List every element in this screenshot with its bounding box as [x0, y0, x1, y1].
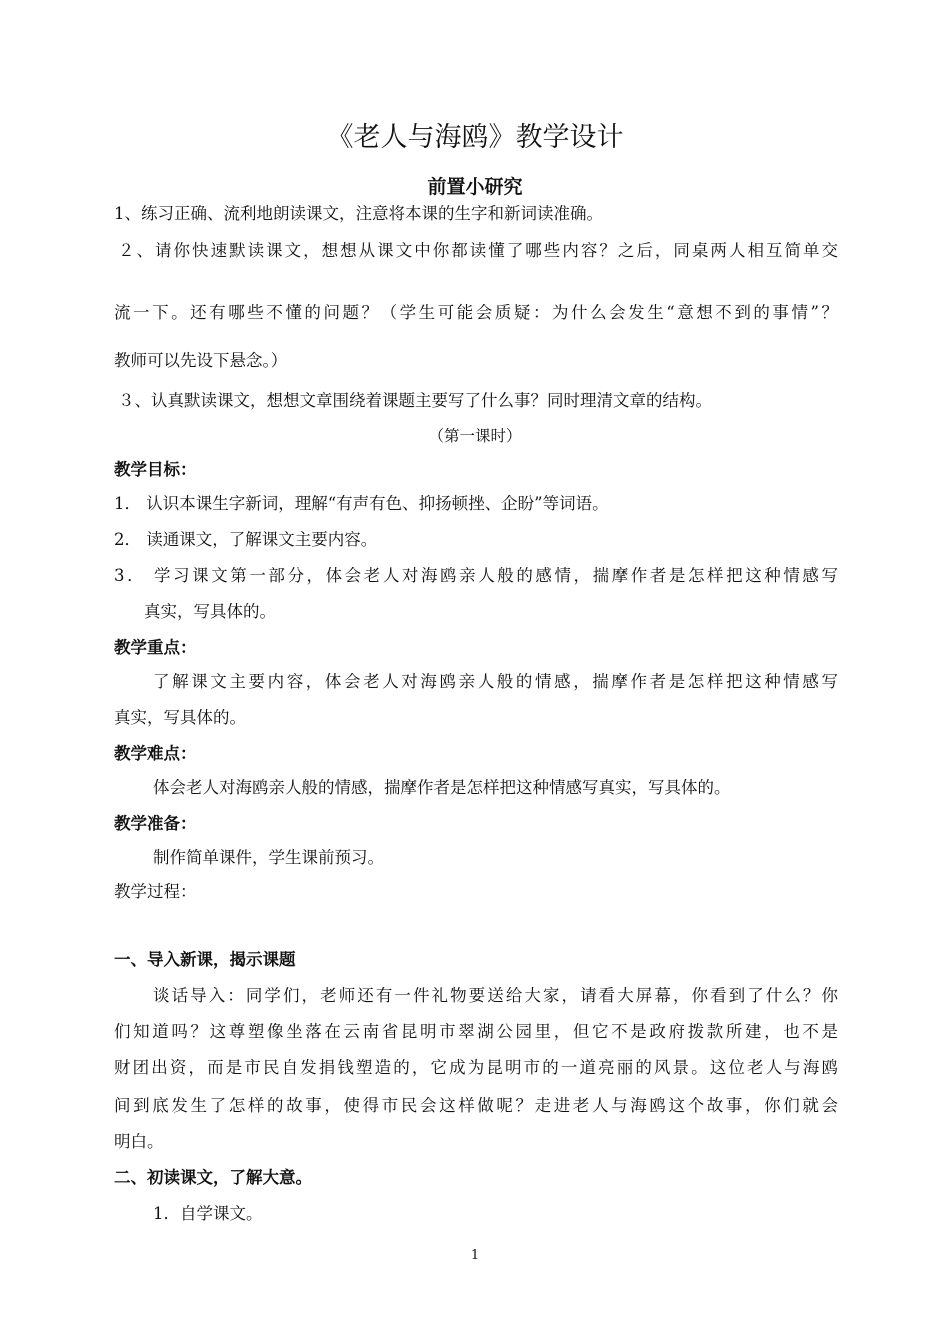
goal-1: 1． 认识本课生字新词，理解“有声有色、抑扬顿挫、企盼”等词语。 — [114, 494, 609, 513]
key-text-1: 了解课文主要内容，体会老人对海鸥亲人般的情感，揣摩作者是怎样把这种情感写 — [153, 672, 838, 691]
preview-item-1: 1、练习正确、流利地朗读课文，注意将本课的生字和新词读准确。 — [114, 204, 603, 223]
difficulty-text: 体会老人对海鸥亲人般的情感，揣摩作者是怎样把这种情感写真实，写具体的。 — [153, 778, 731, 797]
prep-heading: 教学准备： — [114, 814, 197, 833]
preview-item-2-end: 教师可以先设下悬念。） — [114, 351, 288, 370]
goal-2: 2． 读通课文，了解课文主要内容。 — [114, 530, 378, 549]
difficulty-heading: 教学难点： — [114, 744, 197, 763]
page-number: 1 — [470, 1248, 480, 1263]
preview-item-2-cont: 流一下。还有哪些不懂的问题？（学生可能会质疑：为什么会发生“意想不到的事情”？ — [114, 303, 838, 322]
section1-text-5: 明白。 — [114, 1132, 164, 1151]
section2-heading: 二、初读课文，了解大意。 — [114, 1168, 312, 1187]
document-title: 《老人与海鸥》教学设计 — [326, 122, 624, 153]
goal-3-cont: 真实，写具体的。 — [144, 602, 276, 621]
key-text-2: 真实，写具体的。 — [114, 708, 246, 727]
preview-item-3: ３、认真默读课文，想想文章围绕着课题主要写了什么事？同时理清文章的结构。 — [118, 391, 712, 410]
section1-text-4: 间到底发生了怎样的故事，使得市民会这样做呢？走进老人与海鸥这个故事，你们就会 — [114, 1096, 838, 1115]
lesson-label: （第一课时） — [428, 427, 522, 445]
section1-heading: 一、导入新课，揭示课题 — [114, 950, 296, 969]
section1-text-1: 谈话导入：同学们，老师还有一件礼物要送给大家，请看大屏幕，你看到了什么？你 — [153, 986, 838, 1005]
goals-heading: 教学目标： — [114, 460, 197, 479]
preview-heading: 前置小研究 — [427, 176, 523, 198]
prep-text: 制作简单课件，学生课前预习。 — [153, 848, 384, 867]
process-heading: 教学过程： — [114, 882, 197, 901]
goal-3: 3． 学习课文第一部分，体会老人对海鸥亲人般的感情，揣摩作者是怎样把这种情感写 — [114, 566, 838, 585]
section1-text-3: 财团出资，而是市民自发捐钱塑造的，它成为昆明市的一道亮丽的风景。这位老人与海鸥 — [114, 1058, 838, 1077]
section2-item-1: 1．自学课文。 — [153, 1204, 263, 1223]
preview-item-2: ２、请你快速默读课文，想想从课文中你都读懂了哪些内容？之后，同桌两人相互简单交 — [118, 241, 838, 260]
key-heading: 教学重点： — [114, 638, 197, 657]
section1-text-2: 们知道吗？这尊塑像坐落在云南省昆明市翠湖公园里，但它不是政府拨款所建，也不是 — [114, 1022, 838, 1041]
